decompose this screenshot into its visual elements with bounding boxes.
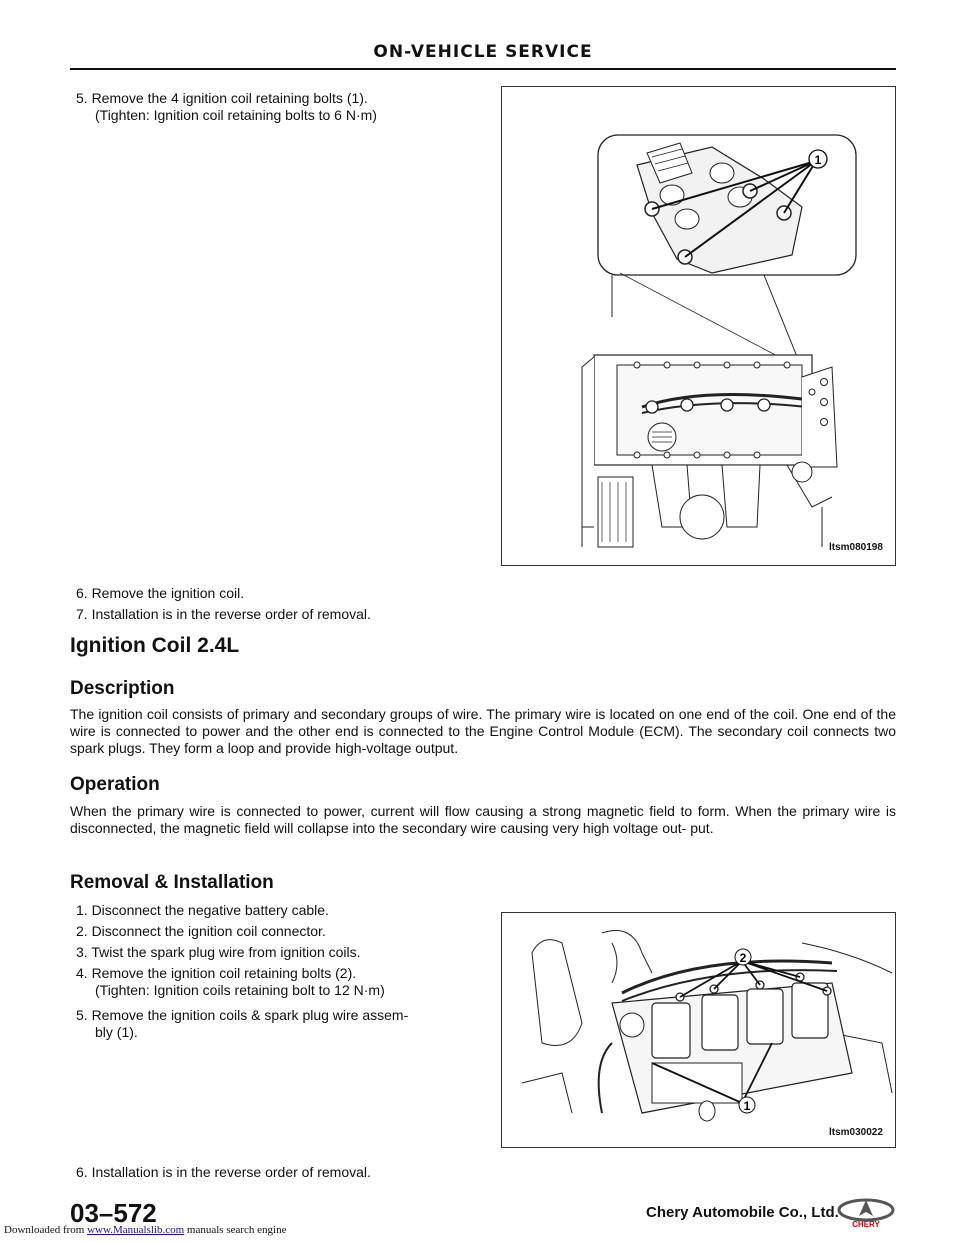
company-name: Chery Automobile Co., Ltd. [646, 1204, 839, 1221]
step-torque-note: (Tighten: Ignition coil retaining bolts to 6 N·m) [95, 107, 377, 123]
figure1-code: ltsm080198 [829, 542, 883, 553]
removal-step-4 [76, 965, 476, 999]
download-watermark [4, 1224, 286, 1236]
watermark-suffix: manuals search engine [186, 1224, 287, 1236]
step-torque-note: (Tighten: Ignition coils retaining bolt to 12 N·m) [95, 982, 385, 998]
page-header [70, 42, 896, 70]
removal-step-3: 3. Twist the spark plug wire from ignition coils. [76, 944, 361, 960]
figure1-callout: 1 [814, 153, 822, 167]
operation-text: When the primary wire is connected to power, current will flow causing a strong magnetic field to form. When the primary wire is disconnected, the magnetic field will collapse into the secondary wire causing very high voltage out- put. [70, 803, 896, 836]
step-5-remove-bolts [76, 90, 476, 124]
header-title: ON-VEHICLE SERVICE [373, 42, 593, 62]
figure-ignition-coil-2-4l [501, 912, 896, 1148]
figure2-code: ltsm030022 [829, 1127, 883, 1138]
page-number: 03–572 [70, 1198, 157, 1228]
description-text: The ignition coil consists of primary and secondary groups of wire. The primary wire is located on one end of the coil. One end of the wire is connected to power and the other end is connected to the Engine Control Module (ECM). The secondary coil connects two spark plugs. They form a loop and provide high-voltage output. [70, 706, 896, 756]
step-text: 4. Remove the ignition coil retaining bolts (2). [76, 965, 357, 981]
figure2-callout-2: 2 [739, 951, 747, 965]
removal-installation-heading: Removal & Installation [70, 872, 274, 893]
engine-illustration [502, 87, 897, 567]
removal-step-6: 6. Installation is in the reverse order of removal. [76, 1164, 371, 1180]
step-7-installation: 7. Installation is in the reverse order of removal. [76, 606, 371, 622]
step-6-remove-coil: 6. Remove the ignition coil. [76, 585, 245, 601]
removal-step-2: 2. Disconnect the ignition coil connector. [76, 923, 326, 939]
manualslib-link[interactable]: www.Manualslib.com [87, 1224, 185, 1236]
figure-ignition-coil-1-6l [501, 86, 896, 566]
removal-step-5 [76, 1007, 476, 1041]
chery-logo [835, 1198, 897, 1233]
step-text: 5. Remove the ignition coils & spark plug wire assem- [76, 1007, 409, 1023]
removal-step-1: 1. Disconnect the negative battery cable. [76, 902, 329, 918]
engine-bay-illustration [502, 913, 897, 1149]
step-text-continued: bly (1). [95, 1024, 138, 1040]
section-heading-ignition-coil-2-4l: Ignition Coil 2.4L [70, 634, 240, 657]
step-text: 5. Remove the 4 ignition coil retaining bolts (1). [76, 90, 368, 106]
logo-text: CHERY [852, 1220, 880, 1228]
operation-heading: Operation [70, 774, 160, 795]
watermark-prefix: Downloaded from [4, 1224, 85, 1236]
figure2-callout-1: 1 [743, 1099, 751, 1113]
description-heading: Description [70, 678, 175, 699]
